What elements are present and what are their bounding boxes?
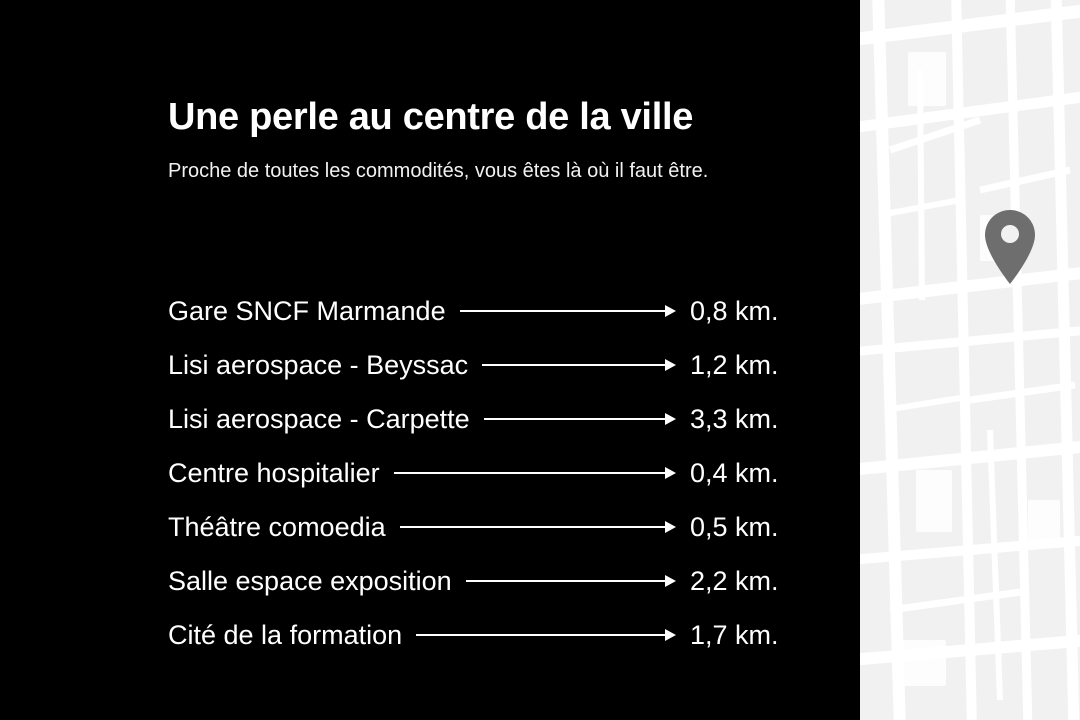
- poi-distance-list: [168, 284, 808, 662]
- arrow-icon: [394, 466, 676, 480]
- poi-distance: 0,4 km.: [690, 457, 779, 488]
- arrow-icon: [400, 520, 676, 534]
- poi-distance: 3,3 km.: [690, 403, 779, 434]
- heading-block: [168, 96, 828, 187]
- page-subtitle: Proche de toutes les commodités, vous êtes là où il faut être.: [168, 159, 709, 182]
- arrow-icon: [484, 412, 676, 426]
- list-item: [168, 338, 808, 392]
- poi-name: Lisi aerospace - Carpette: [168, 403, 470, 434]
- poi-distance: 1,2 km.: [690, 349, 779, 380]
- arrow-icon: [466, 574, 676, 588]
- list-item: [168, 554, 808, 608]
- poi-name: Lisi aerospace - Beyssac: [168, 349, 469, 380]
- list-item: [168, 446, 808, 500]
- list-item: [168, 284, 808, 338]
- list-item: [168, 608, 808, 662]
- poi-name: Gare SNCF Marmande: [168, 295, 446, 326]
- page-title: Une perle au centre de la ville: [168, 96, 694, 138]
- poi-name: Centre hospitalier: [168, 457, 380, 488]
- map-pin-icon: [982, 208, 1038, 286]
- list-item: [168, 500, 808, 554]
- poi-distance: 2,2 km.: [690, 565, 779, 596]
- poi-distance: 1,7 km.: [690, 619, 779, 650]
- map-graphic: [860, 0, 1080, 720]
- poi-distance: 0,5 km.: [690, 511, 779, 542]
- arrow-icon: [460, 304, 676, 318]
- list-item: [168, 392, 808, 446]
- poi-name: Salle espace exposition: [168, 565, 452, 596]
- map-panel: [860, 0, 1080, 720]
- poi-distance: 0,8 km.: [690, 295, 779, 326]
- arrow-icon: [416, 628, 676, 642]
- arrow-icon: [482, 358, 676, 372]
- poi-name: Théâtre comoedia: [168, 511, 386, 542]
- poi-name: Cité de la formation: [168, 619, 403, 650]
